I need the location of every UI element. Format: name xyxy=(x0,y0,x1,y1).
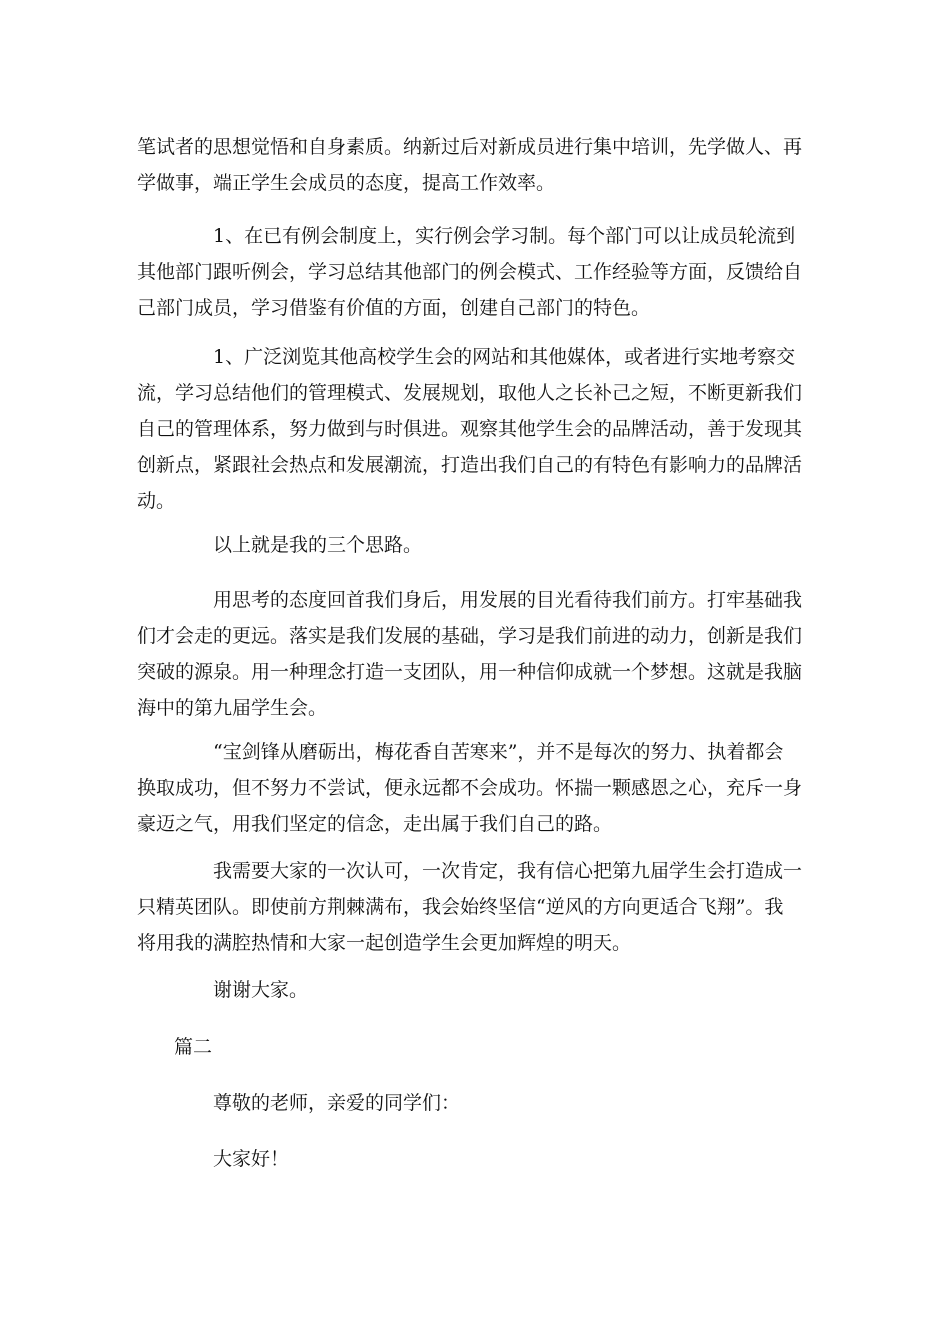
text-line: 大家好！ xyxy=(213,1148,290,1170)
text-line: 学做事，端正学生会成员的态度，提高工作效率。 xyxy=(137,172,556,194)
text-line: 笔试者的思想觉悟和自身素质。纳新过后对新成员进行集中培训，先学做人、再 xyxy=(137,136,803,158)
section-heading-text: 篇二 xyxy=(174,1036,213,1058)
text-line: 海中的第九届学生会。 xyxy=(137,697,328,719)
paragraph xyxy=(137,527,813,563)
paragraph xyxy=(137,339,813,519)
text-line: 将用我的满腔热情和大家一起创造学生会更加辉煌的明天。 xyxy=(137,932,632,954)
text-line: 创新点，紧跟社会热点和发展潮流，打造出我们自己的有特色有影响力的品牌活 xyxy=(137,454,803,476)
paragraph xyxy=(137,129,813,201)
paragraph xyxy=(137,972,813,1008)
text-line: 只精英团队。即使前方荆棘满布，我会始终坚信“逆风的方向更适合飞翔”。我 xyxy=(137,896,784,918)
text-line: 豪迈之气，用我们坚定的信念，走出属于我们自己的路。 xyxy=(137,813,613,835)
text-line: “宝剑锋从磨砺出，梅花香自苦寒来”，并不是每次的努力、执着都会 xyxy=(213,741,784,763)
text-line: 流，学习总结他们的管理模式、发展规划，取他人之长补己之短，不断更新我们 xyxy=(137,382,803,404)
paragraph xyxy=(137,734,813,842)
text-line: 尊敬的老师，亲爱的同学们： xyxy=(213,1092,461,1114)
text-line: 自己的管理体系，努力做到与时俱进。观察其他学生会的品牌活动，善于发现其 xyxy=(137,418,803,440)
text-line: 谢谢大家。 xyxy=(213,979,309,1001)
paragraph xyxy=(137,218,813,326)
paragraph xyxy=(137,582,813,726)
text-line: 换取成功，但不努力不尝试，便永远都不会成功。怀揣一颗感恩之心，充斥一身 xyxy=(137,777,803,799)
text-line: 1、广泛浏览其他高校学生会的网站和其他媒体，或者进行实地考察交 xyxy=(213,346,796,368)
text-line: 以上就是我的三个思路。 xyxy=(213,534,423,556)
section-heading xyxy=(137,1029,813,1065)
text-line: 突破的源泉。用一种理念打造一支团队，用一种信仰成就一个梦想。这就是我脑 xyxy=(137,661,803,683)
text-line: 我需要大家的一次认可，一次肯定，我有信心把第九届学生会打造成一 xyxy=(213,860,803,882)
text-line: 其他部门跟听例会，学习总结其他部门的例会模式、工作经验等方面，反馈给自 xyxy=(137,261,803,283)
text-line: 1、在已有例会制度上，实行例会学习制。每个部门可以让成员轮流到 xyxy=(213,225,796,247)
paragraph xyxy=(137,1141,813,1177)
text-line: 用思考的态度回首我们身后，用发展的目光看待我们前方。打牢基础我 xyxy=(213,589,803,611)
paragraph xyxy=(137,1085,813,1121)
text-line: 们才会走的更远。落实是我们发展的基础，学习是我们前进的动力，创新是我们 xyxy=(137,625,803,647)
text-line: 动。 xyxy=(137,490,176,512)
text-line: 己部门成员，学习借鉴有价值的方面，创建自己部门的特色。 xyxy=(137,297,651,319)
paragraph xyxy=(137,853,813,961)
